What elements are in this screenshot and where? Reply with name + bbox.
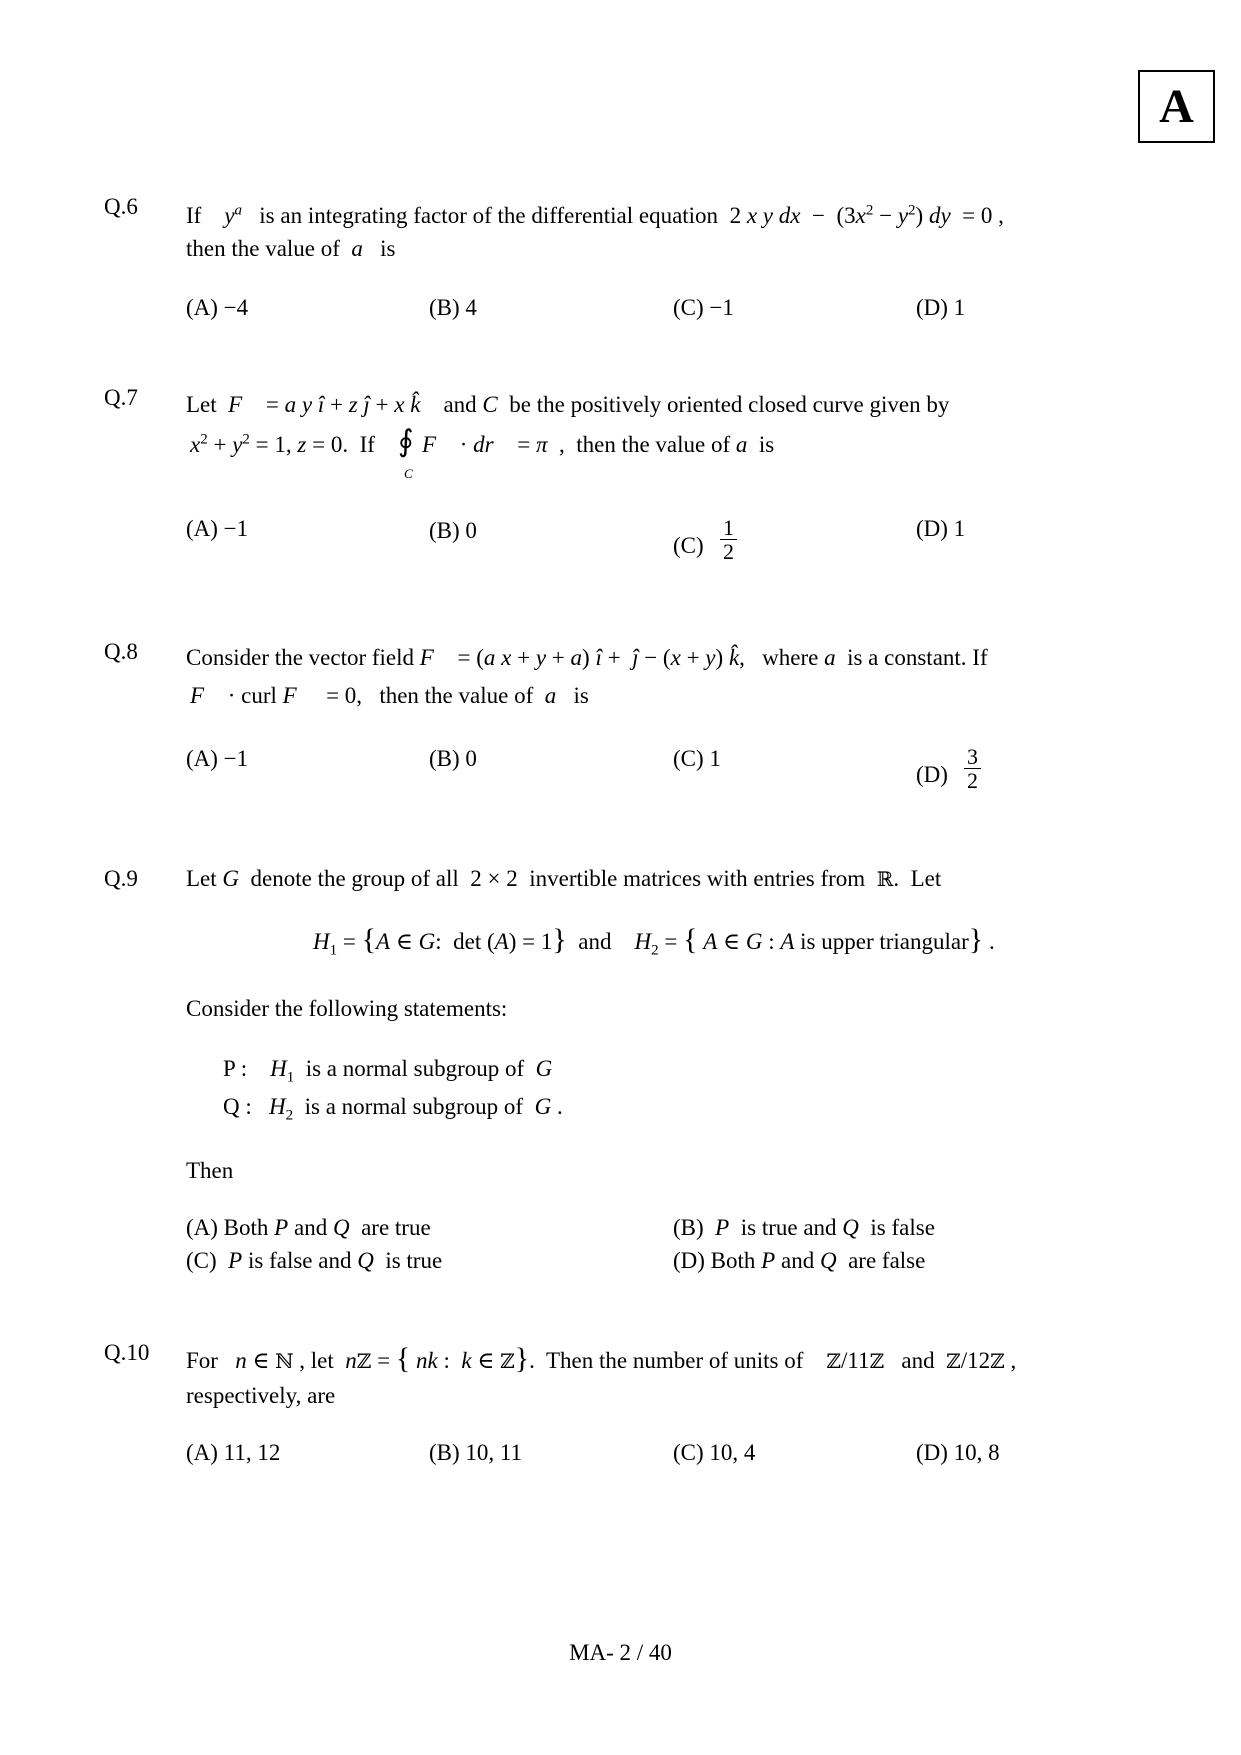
q10-line-1: For n ∈ ℕ , let nℤ = { nk : k ∈ ℤ}. Then the number of units of ℤ/11ℤ and ℤ/12ℤ ,	[186, 1342, 1017, 1375]
q10-option-a[interactable]: (A) 11, 12	[186, 1440, 281, 1465]
q8-option-d-fraction: $\frac{3}{2}$	[964, 745, 981, 792]
page-footer: MA- 2 / 40	[569, 1640, 672, 1665]
q7-option-d[interactable]: (D) 1	[916, 516, 966, 541]
q6-option-a[interactable]: (A) −4	[186, 295, 249, 320]
q10-option-d[interactable]: (D) 10, 8	[916, 1440, 1000, 1465]
q6-option-d[interactable]: (D) 1	[916, 295, 966, 320]
q7-option-a[interactable]: (A) −1	[186, 516, 249, 541]
q8-line-1: Consider the vector field F⃗ = (a x + y + a) î + ĵ − (x + y) k̂, where a is a constant. If	[186, 645, 988, 670]
q8-option-c[interactable]: (C) 1	[673, 746, 721, 771]
q9-option-a[interactable]: (A) Both P and Q are true	[186, 1215, 431, 1240]
q7-line-2: $x^2 + y^2 = 1$, z = 0. If	[190, 431, 375, 457]
q6-option-c[interactable]: (C) −1	[673, 295, 734, 320]
question-number-9: Q.9	[104, 866, 138, 891]
contour-subscript: C	[404, 466, 413, 481]
q9-statement-q: Q : $H_2$ is a normal subgroup of G .	[223, 1094, 563, 1124]
q7-line-2b: F⃗ · dr⃗ = π , then the value of a is	[422, 432, 775, 457]
q7-option-c[interactable]: (C)	[673, 533, 704, 558]
q6-line-1: If $y^a$ is an integrating factor of the differential equation 2 x y dx − $(3x^2 - y^2)$ dy = 0 ,	[186, 202, 1004, 228]
q9-statement-p: P : $H_1$ is a normal subgroup of G	[223, 1056, 553, 1086]
q7-option-c-fraction: $\frac{1}{2}$	[720, 516, 737, 563]
q9-option-d[interactable]: (D) Both P and Q are false	[673, 1248, 926, 1273]
q10-line-2: respectively, are	[186, 1383, 336, 1408]
q9-line-1: Let G denote the group of all 2 × 2 invertible matrices with entries from ℝ. Let	[186, 866, 942, 891]
q9-consider: Consider the following statements:	[186, 996, 508, 1021]
q8-option-d[interactable]: (D)	[916, 762, 948, 787]
q9-then: Then	[186, 1158, 234, 1183]
question-number-10: Q.10	[104, 1340, 150, 1365]
q9-option-c[interactable]: (C) P is false and Q is true	[186, 1248, 443, 1273]
q9-set-definitions: $H_1 = \{A$ ∈ G: det (A) = 1} and $H_2$ = { A ∈ G : A is upper triangular} .	[313, 923, 995, 959]
q8-option-a[interactable]: (A) −1	[186, 746, 249, 771]
q8-option-b[interactable]: (B) 0	[429, 746, 477, 771]
q7-line-1: Let F⃗ = a y î + z ĵ + x k̂ and C be the positively oriented closed curve given by	[186, 392, 950, 417]
q10-option-c[interactable]: (C) 10, 4	[673, 1440, 756, 1465]
q6-option-b[interactable]: (B) 4	[429, 295, 477, 320]
paper-set-badge: A	[1138, 70, 1215, 143]
q9-option-b[interactable]: (B) P is true and Q is false	[673, 1215, 935, 1240]
q7-option-b[interactable]: (B) 0	[429, 518, 477, 543]
q8-line-2: F⃗ · curl F⃗ = 0, then the value of a is	[190, 683, 589, 708]
question-number-7: Q.7	[104, 385, 138, 410]
q10-option-b[interactable]: (B) 10, 11	[429, 1440, 523, 1465]
question-number-8: Q.8	[104, 639, 138, 664]
question-number-6: Q.6	[104, 194, 138, 219]
q6-line-2: then the value of a is	[186, 236, 396, 261]
contour-integral-symbol: ∮	[398, 425, 414, 458]
